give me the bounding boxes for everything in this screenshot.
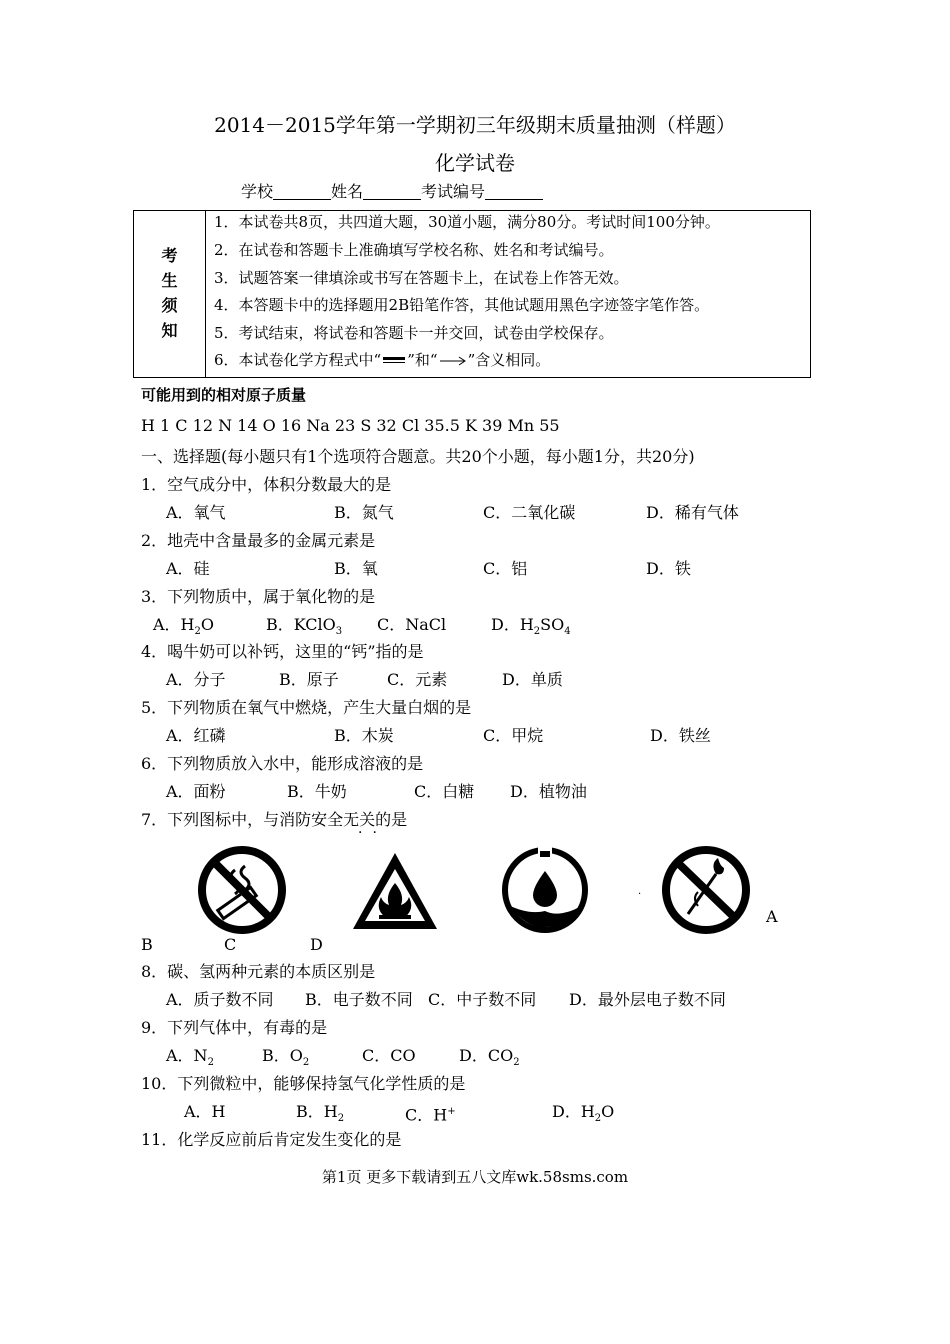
question-3-stem: 3．下列物质中，属于氧化物的是 bbox=[141, 587, 376, 606]
q10-c-sup: + bbox=[447, 1106, 456, 1117]
q5-option-a[interactable]: A．红磷 bbox=[166, 726, 226, 745]
q10-d-tail: O bbox=[601, 1102, 615, 1121]
q1-option-c[interactable]: C．二氧化碳 bbox=[483, 503, 576, 522]
question-10-stem: 10．下列微粒中，能够保持氢气化学性质的是 bbox=[141, 1074, 466, 1093]
q10-d-text: D．H bbox=[552, 1102, 595, 1121]
q9-b-sub: 2 bbox=[302, 1057, 310, 1069]
atomic-mass-values: H 1 C 12 N 14 O 16 Na 23 S 32 Cl 35.5 K 39 Mn 55 bbox=[141, 416, 560, 435]
q9-a-sub: 2 bbox=[207, 1057, 214, 1069]
no-open-flame-icon[interactable] bbox=[658, 844, 754, 936]
q3-option-d[interactable] bbox=[491, 615, 571, 642]
q3-a-sub: 2 bbox=[194, 626, 201, 638]
q2-option-a[interactable]: A．硅 bbox=[166, 559, 210, 578]
exam-no-label: 考试编号 bbox=[421, 182, 486, 201]
notice-item: 5．考试结束，将试卷和答题卡一并交回，试卷由学校保存。 bbox=[214, 324, 614, 342]
page-footer: 第1页 更多下载请到五八文库wk.58sms.com bbox=[321, 1168, 629, 1186]
q4-option-d[interactable]: D．单质 bbox=[502, 670, 563, 689]
question-4-stem: 4．喝牛奶可以补钙，这里的“钙”指的是 bbox=[141, 642, 424, 661]
q9-b-text: B．O bbox=[262, 1046, 303, 1065]
q9-d-text: D．CO bbox=[459, 1046, 514, 1065]
q10-b-text: B．H bbox=[296, 1102, 338, 1121]
icon-label-c: C bbox=[224, 935, 237, 954]
water-saving-icon[interactable] bbox=[498, 845, 592, 935]
question-8-stem: 8．碳、氢两种元素的本质区别是 bbox=[141, 962, 376, 981]
q3-option-b[interactable] bbox=[266, 615, 342, 642]
notice-item6-mid: ”和“ bbox=[407, 351, 438, 369]
q2-option-c[interactable]: C．铝 bbox=[483, 559, 528, 578]
stray-dot: · bbox=[638, 889, 642, 900]
q2-option-d[interactable]: D．铁 bbox=[646, 559, 691, 578]
q3-a-tail: O bbox=[200, 615, 215, 634]
section1-heading: 一、选择题(每小题只有1个选项符合题意。共20个小题，每小题1分，共20分) bbox=[141, 447, 695, 466]
q2-option-b[interactable]: B．氧 bbox=[334, 559, 378, 578]
q10-c-text: C．H bbox=[405, 1105, 448, 1125]
q3-a-text: A．H bbox=[153, 615, 195, 634]
school-label: 学校 bbox=[241, 182, 274, 201]
question-9-stem: 9．下列气体中，有毒的是 bbox=[141, 1018, 328, 1037]
icon-label-d: D bbox=[310, 935, 323, 954]
notice-item: 4．本答题卡中的选择题用2B铅笔作答，其他试题用黑色字迹签字笔作答。 bbox=[214, 296, 710, 314]
q10-option-a[interactable]: A．H bbox=[184, 1102, 226, 1121]
q10-option-c[interactable] bbox=[405, 1102, 456, 1125]
question-2-stem: 2．地壳中含量最多的金属元素是 bbox=[141, 531, 376, 550]
exam-no-blank[interactable] bbox=[485, 183, 543, 200]
q8-option-b[interactable]: B．电子数不同 bbox=[305, 990, 413, 1009]
notice-item6-prefix: 6．本试卷化学方程式中“ bbox=[214, 351, 382, 369]
notice-label-cell bbox=[134, 211, 206, 377]
q6-option-d[interactable]: D．植物油 bbox=[510, 782, 587, 801]
q10-option-b[interactable] bbox=[296, 1102, 344, 1129]
name-blank[interactable] bbox=[363, 183, 421, 200]
flammable-warning-icon[interactable] bbox=[349, 849, 441, 933]
notice-char: 考 bbox=[161, 246, 178, 265]
equals-sign-icon bbox=[381, 353, 407, 367]
exam-notice-box bbox=[133, 210, 811, 378]
notice-char: 须 bbox=[161, 296, 178, 315]
atomic-mass-heading: 可能用到的相对原子质量 bbox=[141, 386, 307, 404]
q9-d-sub: 2 bbox=[513, 1057, 520, 1069]
q5-option-b[interactable]: B．木炭 bbox=[334, 726, 394, 745]
notice-char: 知 bbox=[161, 321, 178, 340]
q1-option-a[interactable]: A．氧气 bbox=[166, 503, 226, 522]
q9-option-c[interactable]: C．CO bbox=[362, 1046, 416, 1065]
notice-item: 3．试题答案一律填涂或书写在答题卡上，在试卷上作答无效。 bbox=[214, 269, 629, 287]
q6-option-c[interactable]: C．白糖 bbox=[414, 782, 475, 801]
q5-option-c[interactable]: C．甲烷 bbox=[483, 726, 544, 745]
q3-d-text: D．H bbox=[491, 615, 534, 634]
no-smoking-icon[interactable] bbox=[195, 844, 289, 936]
notice-char: 生 bbox=[161, 271, 178, 290]
q10-option-d[interactable] bbox=[552, 1102, 614, 1129]
q4-option-b[interactable]: B．原子 bbox=[279, 670, 339, 689]
school-blank[interactable] bbox=[273, 183, 331, 200]
q3-b-text: B．KClO bbox=[266, 615, 336, 634]
exam-title: 2014－2015学年第一学期初三年级期末质量抽测（样题） bbox=[214, 113, 736, 137]
question-11-stem: 11．化学反应前后肯定发生变化的是 bbox=[141, 1130, 402, 1149]
q9-option-a[interactable] bbox=[166, 1046, 214, 1073]
icon-label-b: B bbox=[141, 935, 153, 954]
question-6-stem: 6．下列物质放入水中，能形成溶液的是 bbox=[141, 754, 424, 773]
q1-option-d[interactable]: D．稀有气体 bbox=[646, 503, 739, 522]
q3-option-c[interactable]: C．NaCl bbox=[377, 615, 447, 634]
question-7-stem: 7．下列图标中，与消防安全无关的是 bbox=[141, 810, 408, 829]
q4-option-a[interactable]: A．分子 bbox=[166, 670, 226, 689]
question-1-stem: 1．空气成分中，体积分数最大的是 bbox=[141, 475, 392, 494]
q6-option-a[interactable]: A．面粉 bbox=[166, 782, 226, 801]
notice-item: 1．本试卷共8页，共四道大题，30道小题，满分80分。考试时间100分钟。 bbox=[214, 213, 720, 231]
q9-a-text: A．N bbox=[166, 1046, 208, 1065]
q6-option-b[interactable]: B．牛奶 bbox=[287, 782, 347, 801]
q3-option-a[interactable] bbox=[153, 615, 214, 642]
question-5-stem: 5．下列物质在氧气中燃烧，产生大量白烟的是 bbox=[141, 698, 472, 717]
notice-item: 2．在试卷和答题卡上准确填写学校名称、姓名和考试编号。 bbox=[214, 241, 614, 259]
q3-d-mid: SO bbox=[540, 615, 565, 634]
q8-option-d[interactable]: D．最外层电子数不同 bbox=[569, 990, 726, 1009]
notice-item-6 bbox=[214, 350, 550, 370]
q10-b-sub: 2 bbox=[337, 1113, 345, 1125]
emphasis-dots: ·· bbox=[358, 825, 387, 841]
subject-title: 化学试卷 bbox=[435, 151, 515, 175]
arrow-sign-icon bbox=[438, 353, 468, 367]
name-label: 姓名 bbox=[331, 182, 364, 201]
q8-option-a[interactable]: A．质子数不同 bbox=[166, 990, 274, 1009]
q3-d-sub: 2 bbox=[533, 626, 541, 638]
q9-option-b[interactable] bbox=[262, 1046, 309, 1073]
q3-d-sub2: 4 bbox=[564, 626, 571, 638]
q10-d-sub: 2 bbox=[594, 1113, 602, 1125]
q5-option-d[interactable]: D．铁丝 bbox=[650, 726, 711, 745]
q8-option-c[interactable]: C．中子数不同 bbox=[428, 990, 537, 1009]
icon-label-a: A bbox=[766, 907, 778, 926]
notice-item6-suffix: ”含义相同。 bbox=[467, 351, 551, 369]
q1-option-b[interactable]: B．氮气 bbox=[334, 503, 394, 522]
q9-option-d[interactable] bbox=[459, 1046, 520, 1073]
q4-option-c[interactable]: C．元素 bbox=[387, 670, 448, 689]
q3-b-sub: 3 bbox=[335, 626, 343, 638]
student-info-line bbox=[241, 182, 543, 202]
